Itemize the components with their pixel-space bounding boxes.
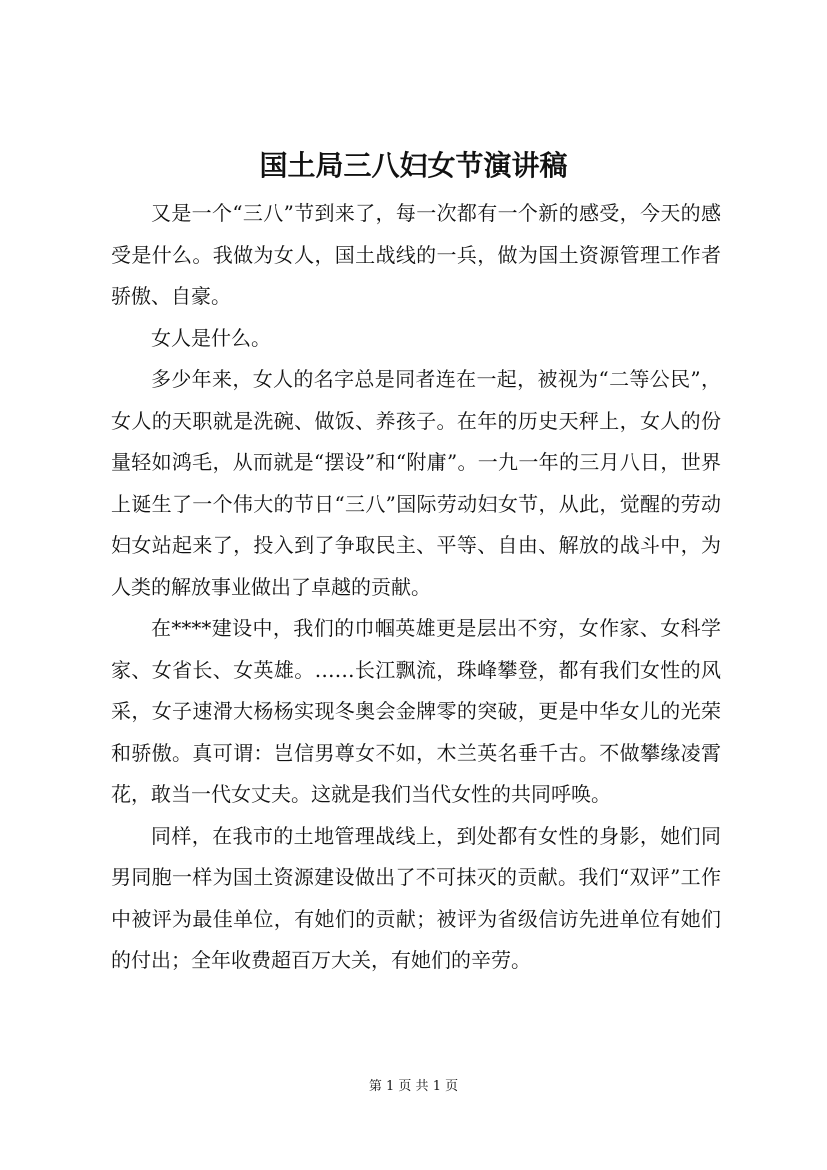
document-title: 国土局三八妇女节演讲稿 — [259, 149, 568, 182]
paragraph-2: 女人是什么。 — [151, 325, 271, 350]
paragraph-4: 在****建设中，我们的巾帼英雄更是层出不穷，女作家、女科学家、女省长、女英雄。……长江飘流，珠峰攀登，都有我们女性的风采，女子速滑大杨杨实现冬奥会金牌零的突破，更是中华女儿的光荣和骄傲。真可谓：岂信男尊女不如，木兰英名垂千古。不做攀缘凌霄花，敢当一代女丈夫。这就是我们当代女性的共同呼唤。 — [111, 616, 721, 806]
document-body — [111, 193, 721, 982]
paragraph-5: 同样，在我市的土地管理战线上，到处都有女性的身影，她们同男同胞一样为国土资源建设做出了不可抹灭的贡献。我们“双评”工作中被评为最佳单位，有她们的贡献；被评为省级信访先进单位有她们的付出；全年收费超百万大关，有她们的辛劳。 — [111, 823, 721, 972]
paragraph-1: 又是一个“三八”节到来了，每一次都有一个新的感受，今天的感受是什么。我做为女人，国土战线的一兵，做为国土资源管理工作者骄傲、自豪。 — [111, 201, 721, 308]
paragraph-3: 多少年来，女人的名字总是同者连在一起，被视为“二等公民”，女人的天职就是洗碗、做饭、养孩子。在年的历史天秤上，女人的份量轻如鸿毛，从而就是“摆设”和“附庸”。一九一年的三月八日，世界上诞生了一个伟大的节日“三八”国际劳动妇女节，从此，觉醒的劳动妇女站起来了，投入到了争取民主、平等、自由、解放的战斗中，为人类的解放事业做出了卓越的贡献。 — [111, 367, 721, 599]
page-footer: 第 1 页 共 1 页 — [368, 1079, 459, 1094]
